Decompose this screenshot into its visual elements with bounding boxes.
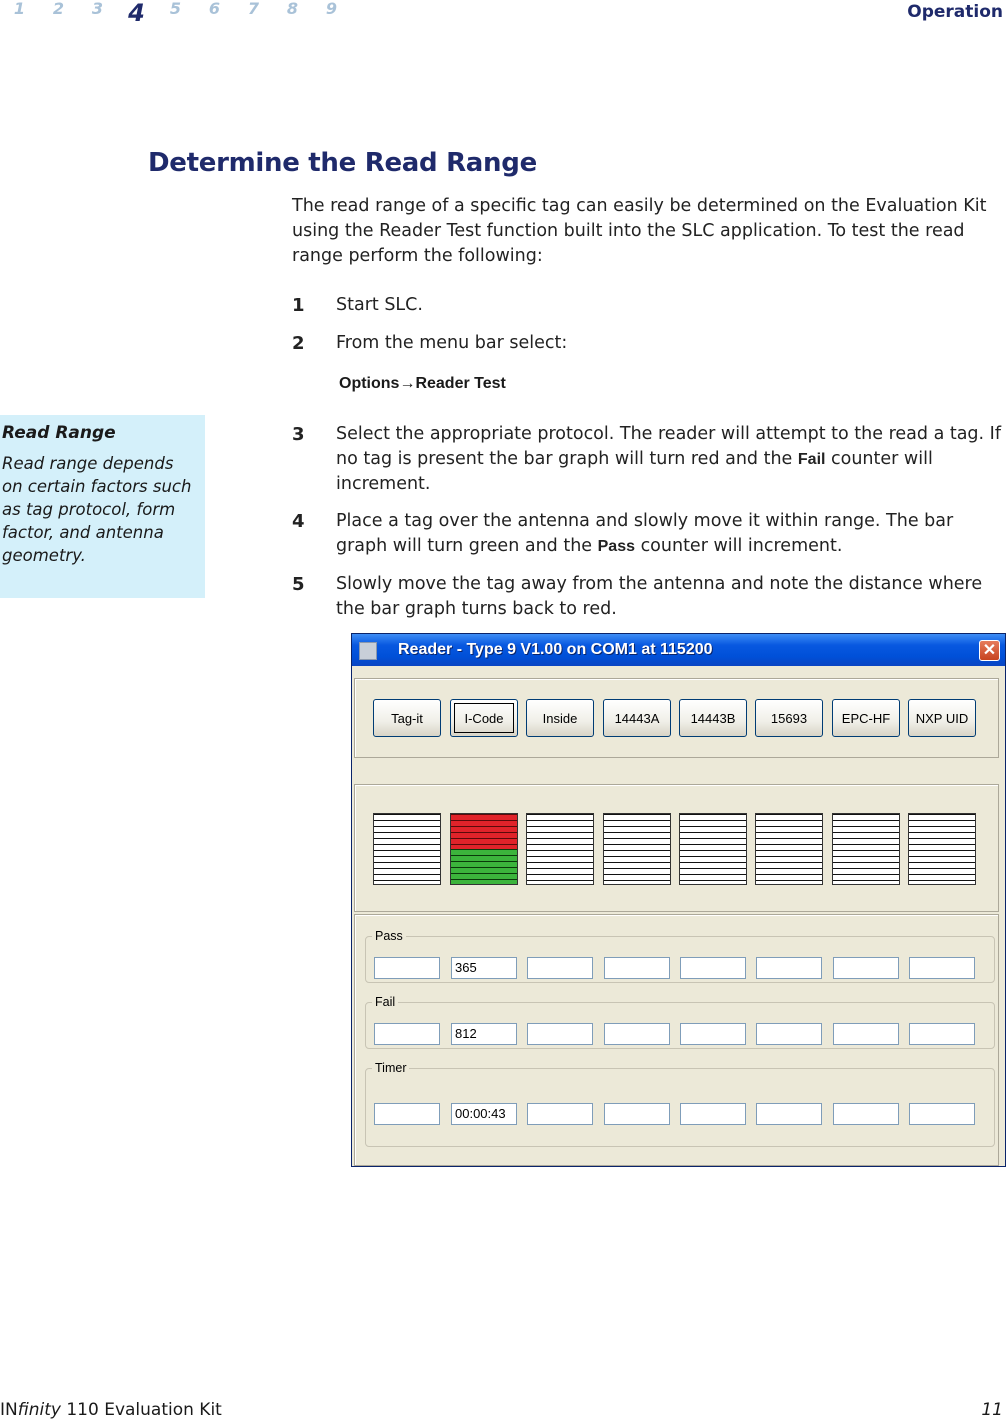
fail-field[interactable]: [680, 1023, 746, 1045]
step-text-part: counter will increment.: [336, 449, 933, 494]
bar-graph: [679, 813, 747, 885]
footer-product-prefix: IN: [0, 1400, 18, 1420]
timer-field[interactable]: [527, 1103, 593, 1125]
timer-field[interactable]: 00:00:43: [451, 1103, 517, 1125]
pass-field[interactable]: [756, 957, 822, 979]
pass-keyword: Pass: [597, 538, 635, 555]
protocol-button-inside[interactable]: Inside: [526, 699, 594, 737]
step-number: 3: [292, 424, 305, 445]
timer-field[interactable]: [374, 1103, 440, 1125]
step-text-part: Select the appropriate protocol. The reader will attempt to the read a tag. If no tag is present the bar graph will turn red and the: [336, 424, 1001, 469]
timer-group-label: Timer: [375, 1061, 407, 1075]
timer-field[interactable]: [604, 1103, 670, 1125]
sidebar-note: [0, 415, 205, 598]
pass-field[interactable]: 365: [451, 957, 517, 979]
bar-graph: [755, 813, 823, 885]
pass-field[interactable]: [680, 957, 746, 979]
protocol-button-14443b[interactable]: 14443B: [679, 699, 747, 737]
bar-graph: [832, 813, 900, 885]
step-text-part: Place a tag over the antenna and slowly move it within range. The bar graph will turn green and the: [336, 511, 954, 556]
step-number: 2: [292, 333, 305, 354]
bar-graph: [373, 813, 441, 885]
fail-group: [365, 995, 995, 1049]
bar-graph: [908, 813, 976, 885]
page-title: Determine the Read Range: [148, 148, 537, 178]
counter-panel: [354, 914, 999, 1166]
note-title: Read Range: [2, 423, 116, 443]
protocol-button-epc-hf[interactable]: EPC-HF: [832, 699, 900, 737]
pass-group-label: Pass: [375, 929, 403, 943]
step-text: [336, 422, 1004, 497]
window-titlebar[interactable]: [352, 634, 1005, 666]
protocol-button-15693[interactable]: 15693: [755, 699, 823, 737]
chapter-tab[interactable]: 3: [91, 0, 104, 18]
protocol-button-nxp-uid[interactable]: NXP UID: [908, 699, 976, 737]
bar-segment-pass: [451, 849, 517, 884]
fail-field[interactable]: [527, 1023, 593, 1045]
fail-group-label: Fail: [375, 995, 396, 1009]
fail-field[interactable]: [374, 1023, 440, 1045]
app-icon: [359, 642, 377, 660]
chapter-tab[interactable]: 8: [286, 0, 299, 18]
pass-field[interactable]: [374, 957, 440, 979]
chapter-tab[interactable]: 1: [13, 0, 26, 18]
chapter-tab[interactable]: 7: [247, 0, 260, 18]
step-text: Slowly move the tag away from the antenna and note the distance where the bar graph turns back to red.: [336, 574, 983, 619]
pass-field[interactable]: [909, 957, 975, 979]
intro-paragraph: The read range of a specific tag can easily be determined on the Evaluation Kit using the Reader Test function built into the SLC application. To test the read range perform the following:: [292, 196, 987, 266]
timer-field[interactable]: [680, 1103, 746, 1125]
chapter-tabs: [0, 0, 351, 27]
chapter-tab[interactable]: 5: [169, 0, 182, 18]
close-button[interactable]: ✕: [979, 640, 1000, 661]
fail-keyword: Fail: [797, 451, 826, 468]
bar-segment-fail: [451, 814, 517, 849]
timer-field[interactable]: [756, 1103, 822, 1125]
bar-graph-active: [450, 813, 518, 885]
chapter-tab[interactable]: 6: [208, 0, 221, 18]
fail-field[interactable]: [604, 1023, 670, 1045]
footer-product: [0, 1400, 222, 1420]
fail-field[interactable]: [756, 1023, 822, 1045]
step-number: 1: [292, 295, 305, 316]
page-number: 11: [981, 1400, 1003, 1420]
footer-product-italic: finity: [17, 1400, 61, 1420]
fail-field[interactable]: 812: [451, 1023, 517, 1045]
chapter-tab[interactable]: 2: [52, 0, 65, 18]
note-body: Read range depends on certain factors such as tag protocol, form factor, and antenna geometry.: [2, 454, 192, 565]
section-name: Operation: [907, 2, 1003, 22]
pass-field[interactable]: [527, 957, 593, 979]
fail-field[interactable]: [909, 1023, 975, 1045]
timer-field[interactable]: [833, 1103, 899, 1125]
chapter-tab[interactable]: 9: [325, 0, 338, 18]
bar-graph: [603, 813, 671, 885]
step-text-part: counter will increment.: [635, 536, 843, 556]
step-text: [336, 509, 1004, 559]
step-number: 5: [292, 574, 305, 595]
pass-field[interactable]: [604, 957, 670, 979]
bar-graph-panel: [354, 784, 999, 912]
protocol-button-i-code[interactable]: I-Code: [450, 699, 518, 737]
step-text: From the menu bar select:: [336, 333, 568, 353]
step-text: Start SLC.: [336, 295, 423, 315]
protocol-button-tag-it[interactable]: Tag-it: [373, 699, 441, 737]
chapter-tab-active[interactable]: 4: [128, 0, 145, 27]
step-number: 4: [292, 511, 305, 532]
fail-field[interactable]: [833, 1023, 899, 1045]
menu-path: Options→Reader Test: [339, 375, 506, 392]
pass-group: [365, 929, 995, 983]
protocol-button-14443a[interactable]: 14443A: [603, 699, 671, 737]
reader-test-window: [351, 633, 1006, 1167]
pass-field[interactable]: [833, 957, 899, 979]
timer-field[interactable]: [909, 1103, 975, 1125]
footer-product-suffix: 110 Evaluation Kit: [60, 1400, 222, 1420]
window-title: Reader - Type 9 V1.00 on COM1 at 115200: [398, 641, 713, 658]
timer-group: [365, 1061, 995, 1147]
bar-graph: [526, 813, 594, 885]
protocol-panel: [354, 678, 999, 758]
